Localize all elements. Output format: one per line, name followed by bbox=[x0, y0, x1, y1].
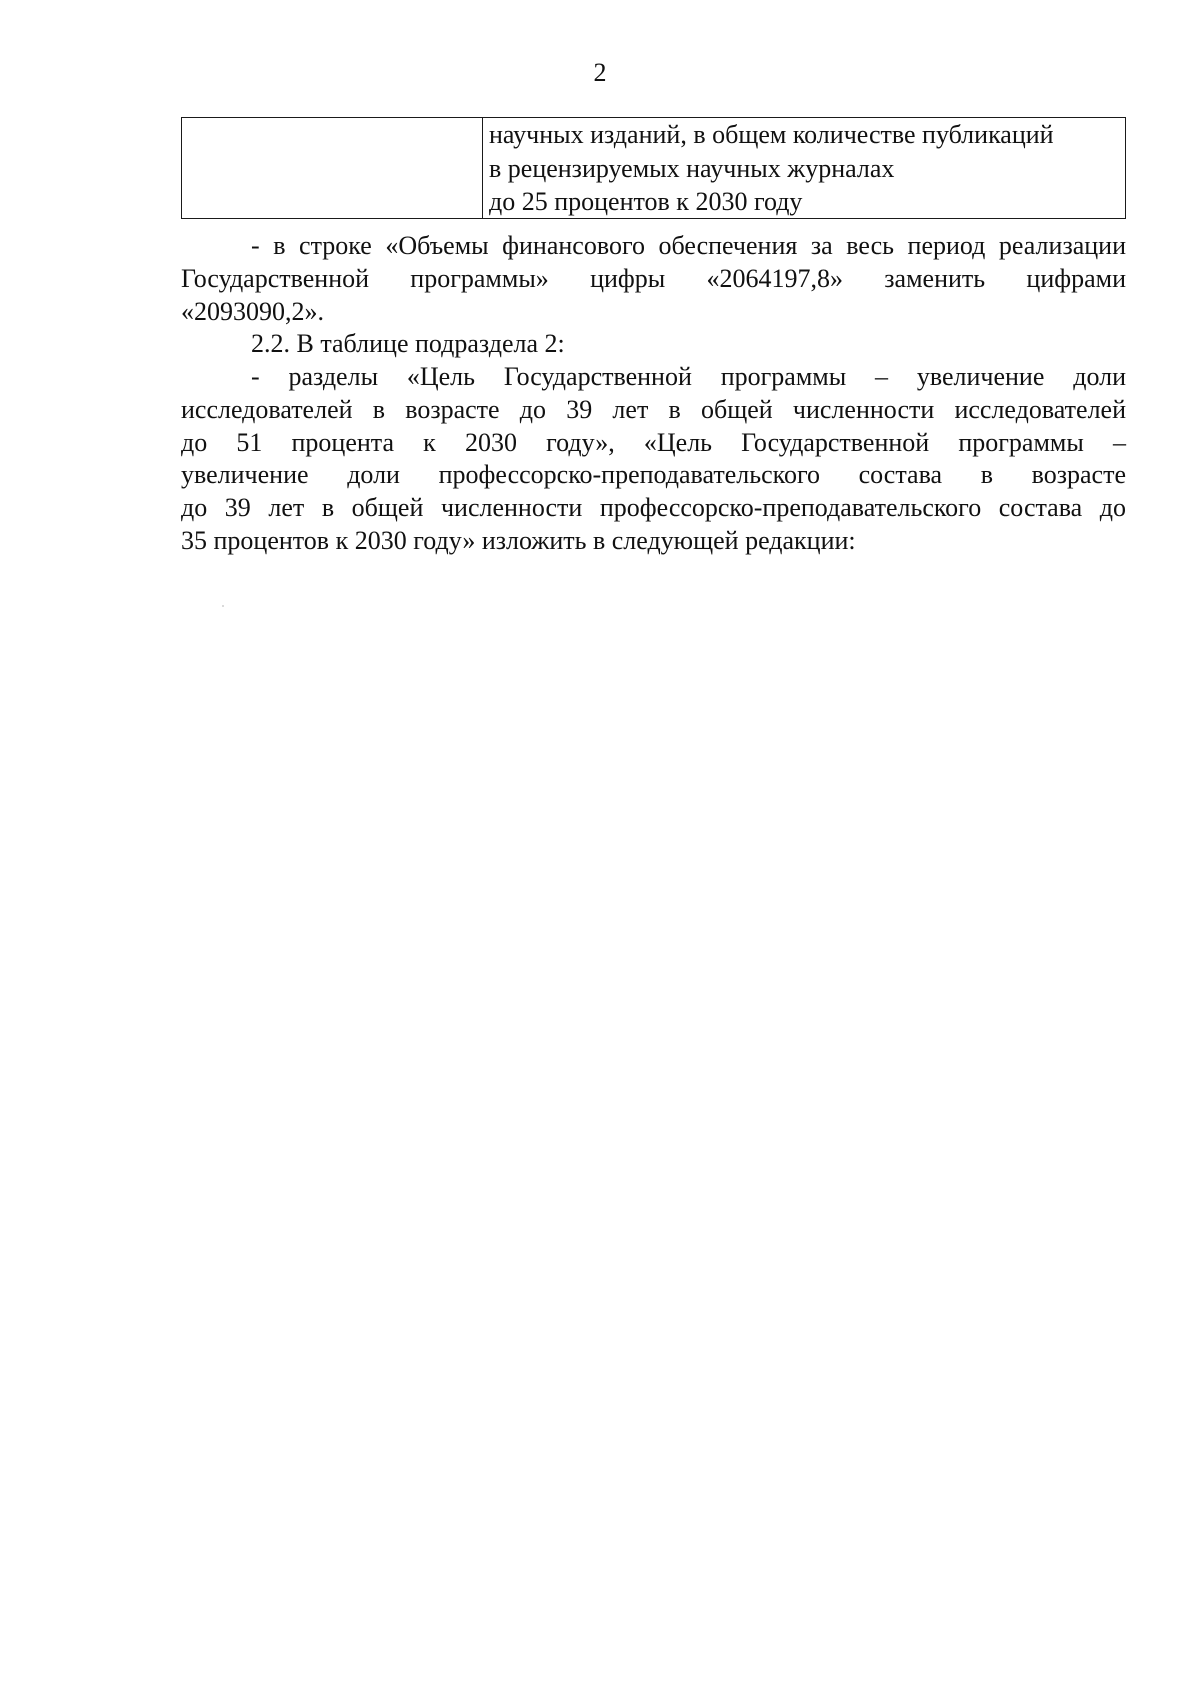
paragraph-financing bbox=[181, 230, 1126, 328]
paragraph-line: увеличение доли профессорско-преподавательского состава в возрасте bbox=[181, 460, 1126, 490]
table-line: в рецензируемых научных журналах bbox=[489, 153, 895, 183]
table-cell-empty bbox=[182, 118, 483, 218]
paragraph-line: - разделы «Цель Государственной программы – увеличение доли bbox=[251, 362, 1126, 391]
table-line: научных изданий, в общем количестве публикаций bbox=[489, 120, 1054, 149]
table-line: до 25 процентов к 2030 году bbox=[489, 187, 803, 216]
page-number: 2 bbox=[593, 58, 607, 87]
continuation-table bbox=[181, 117, 1126, 219]
paragraph-line: до 39 лет в общей численности профессорско-преподавательского состава до bbox=[181, 493, 1126, 523]
paragraph-line: 2.2. В таблице подраздела 2: bbox=[251, 329, 565, 358]
paragraph-line: Государственной программы» цифры «2064197,8» заменить цифрами bbox=[181, 263, 1126, 293]
paragraph-section-heading bbox=[181, 328, 1126, 361]
paragraph-line: исследователей в возрасте до 39 лет в общей численности исследователей bbox=[181, 394, 1126, 424]
scan-speck bbox=[222, 605, 224, 607]
paragraph-line: - в строке «Объемы финансового обеспечения за весь период реализации bbox=[251, 231, 1126, 260]
paragraph-line: 35 процентов к 2030 году» изложить в следующей редакции: bbox=[181, 525, 856, 555]
paragraph-line: до 51 процента к 2030 году», «Цель Государственной программы – bbox=[181, 427, 1126, 457]
paragraph-sections bbox=[181, 361, 1126, 558]
paragraph-line: «2093090,2». bbox=[181, 296, 324, 326]
table-cell-text bbox=[483, 118, 1125, 218]
